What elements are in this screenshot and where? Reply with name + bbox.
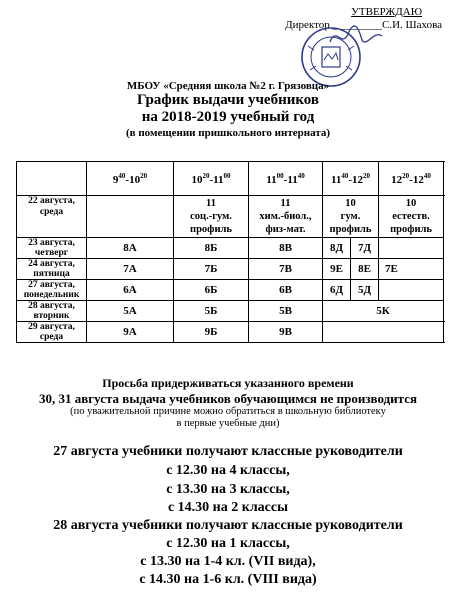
table-row — [17, 259, 444, 280]
date-cell: 29 августа, среда — [17, 322, 87, 343]
class-cell: 7Б — [174, 259, 249, 280]
class-cell: 6Д — [323, 280, 351, 301]
class-cell: 9Е — [323, 259, 351, 280]
slot-cell — [87, 196, 174, 238]
class-cell: 8Б — [174, 238, 249, 259]
class-cell — [323, 322, 444, 343]
class-cell: 8В — [249, 238, 323, 259]
header-corner-cell — [17, 162, 87, 196]
slot-cell: 10 гум. профиль — [323, 196, 379, 238]
note-library-cont: в первые учебные дни) — [176, 418, 280, 429]
note-no-issue: 30, 31 августа выдача учебников обучающимся не производится — [38, 391, 418, 406]
class-cell: 6Б — [174, 280, 249, 301]
textbook-schedule-table — [16, 161, 444, 343]
class-cell: 8А — [87, 238, 174, 259]
time-slot-header: $11^{00}-11^{40}$ — [249, 162, 323, 196]
date-cell: 22 августа, среда — [17, 196, 87, 238]
document-title-year: на 2018-2019 учебный год — [141, 109, 315, 125]
class-cell: 9А — [87, 322, 174, 343]
organization-name: МБОУ «Средняя школа №2 г. Грязовца» — [126, 80, 330, 92]
director-signature-icon — [326, 22, 386, 52]
schedule-line: 27 августа учебники получают классные руководители — [53, 444, 403, 459]
time-slot-header: $10^{20}-11^{00}$ — [174, 162, 249, 196]
schedule-line: с 13.30 на 3 классы, — [166, 482, 290, 497]
class-cell: 5Д — [351, 280, 379, 301]
class-cell: 5А — [87, 301, 174, 322]
class-cell: 5Б — [174, 301, 249, 322]
slot-cell: 11 соц.-гум. профиль — [174, 196, 249, 238]
time-slot-header: $12^{20}-12^{40}$ — [379, 162, 444, 196]
time-slot-header: $9^{40}-10^{20}$ — [87, 162, 174, 196]
class-cell: 9Б — [174, 322, 249, 343]
class-cell — [379, 238, 444, 259]
class-cell: 6В — [249, 280, 323, 301]
document-title: График выдачи учебников — [136, 92, 320, 108]
approval-director: Директор _________С.И. Шахова — [285, 19, 442, 31]
table-row — [17, 301, 444, 322]
table-row — [17, 196, 444, 238]
date-cell: 23 августа, четверг — [17, 238, 87, 259]
date-cell: 24 августа, пятница — [17, 259, 87, 280]
note-request: Просьба придерживаться указанного времени — [102, 376, 354, 390]
class-cell: 8Д — [323, 238, 351, 259]
approval-title: УТВЕРЖДАЮ — [351, 6, 422, 18]
class-cell: 7Е — [379, 259, 444, 280]
class-cell: 7В — [249, 259, 323, 280]
time-slot-header: $11^{40}-12^{20}$ — [323, 162, 379, 196]
class-cell: 8Е — [351, 259, 379, 280]
class-cell: 5В — [249, 301, 323, 322]
schedule-line: с 14.30 на 2 классы — [167, 500, 289, 515]
class-cell: 6А — [87, 280, 174, 301]
note-library: (по уважительной причине можно обратиться в школьную библиотеку — [70, 406, 386, 417]
schedule-line: с 14.30 на 1-6 кл. (VIII вида) — [139, 572, 317, 587]
schedule-line: с 12.30 на 1 классы, — [166, 536, 290, 551]
table-row — [17, 322, 444, 343]
class-cell: 7А — [87, 259, 174, 280]
document-subtitle: (в помещении пришкольного интерната) — [125, 127, 331, 139]
schedule-line: с 12.30 на 4 классы, — [166, 463, 290, 478]
table-row — [17, 238, 444, 259]
schedule-line: с 13.30 на 1-4 кл. (VII вида), — [140, 554, 316, 569]
schedule-line: 28 августа учебники получают классные руководители — [53, 518, 403, 533]
table-row — [17, 280, 444, 301]
class-cell: 9В — [249, 322, 323, 343]
table-header-row — [17, 162, 444, 196]
date-cell: 27 августа, понедельник — [17, 280, 87, 301]
slot-cell: 11 хим.-биол., физ-мат. — [249, 196, 323, 238]
slot-cell: 10 естеств. профиль — [379, 196, 444, 238]
class-cell — [379, 280, 444, 301]
date-cell: 28 августа, вторник — [17, 301, 87, 322]
class-cell: 7Д — [351, 238, 379, 259]
class-cell: 5К — [323, 301, 444, 322]
